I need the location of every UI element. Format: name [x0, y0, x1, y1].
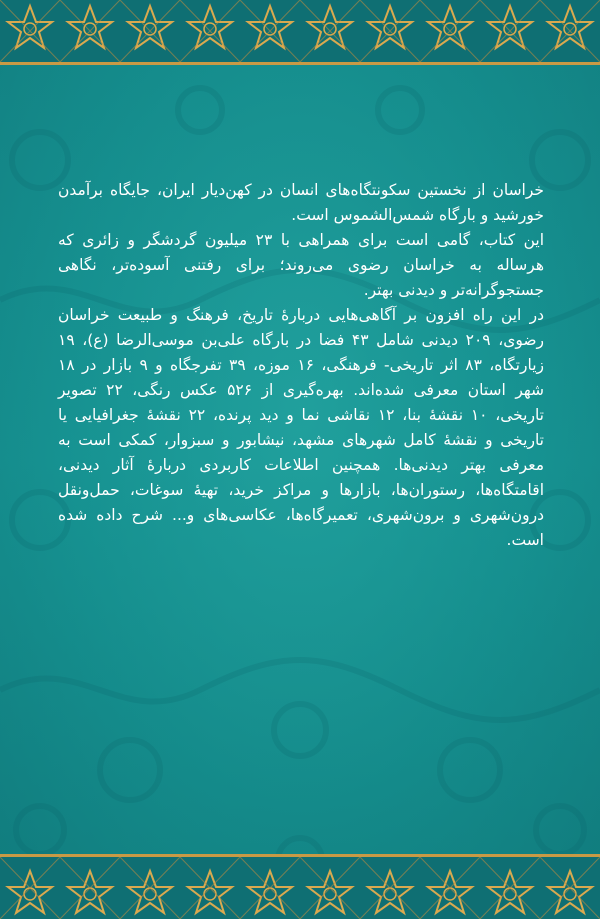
paragraph-contents: در این راه افزون بر آگاهی‌هایی دربارهٔ تاریخ، فرهنگ و طبیعت خراسان رضوی، ۲۰۹ دیدنی شامل ۴۳ فضا در بارگاه علی‌بن موسی‌الرضا (ع)، ۱۹ زیارتگاه، ۸۳ اثر تاریخی- فرهنگی، ۱۶ موزه، ۳۹ تفرجگاه و ۹ بازار در ۱۸ شهر استان معرفی شده‌اند. بهره‌گیری از ۵۲۶ عکس رنگی، ۲۲ تصویر تاریخی، ۱۰ نقشهٔ بنا، ۱۲ نقاشی نما و دید پرنده، ۲۲ نقشهٔ جغرافیایی یا تاریخی و نقشهٔ کامل شهرهای مشهد، نیشابور و سبزوار، کمکی است به معرفی بهتر دیدنی‌ها. همچنین اطلاعات کاربردی دربارهٔ آثار دیدنی، اقامتگاه‌ها، رستوران‌ها، بازارها و مراکز خرید، تهیهٔ سوغات، حمل‌ونقل درون‌شهری و برون‌شهری، تعمیرگاه‌ها، عکاسی‌های و... شرح داده شده است.: [58, 306, 544, 549]
paragraph-intro: خراسان از نخستین سکونتگاه‌های انسان در کهن‌دیار ایران، جایگاه برآمدن خورشید و بارگاه شمس‌الشموس است.: [58, 181, 544, 224]
ornamental-border-top: [0, 0, 600, 65]
ornamental-border-bottom: [0, 854, 600, 919]
back-cover-description: [58, 178, 544, 553]
paragraph-purpose: این کتاب، گامی است برای همراهی با ۲۳ میلیون گردشگر و زائری که هرساله به خراسان رضوی می‌روند؛ برای رفتنی آسوده‌تر، نگاهی جستجوگرانه‌تر و دیدنی بهتر.: [58, 231, 545, 299]
